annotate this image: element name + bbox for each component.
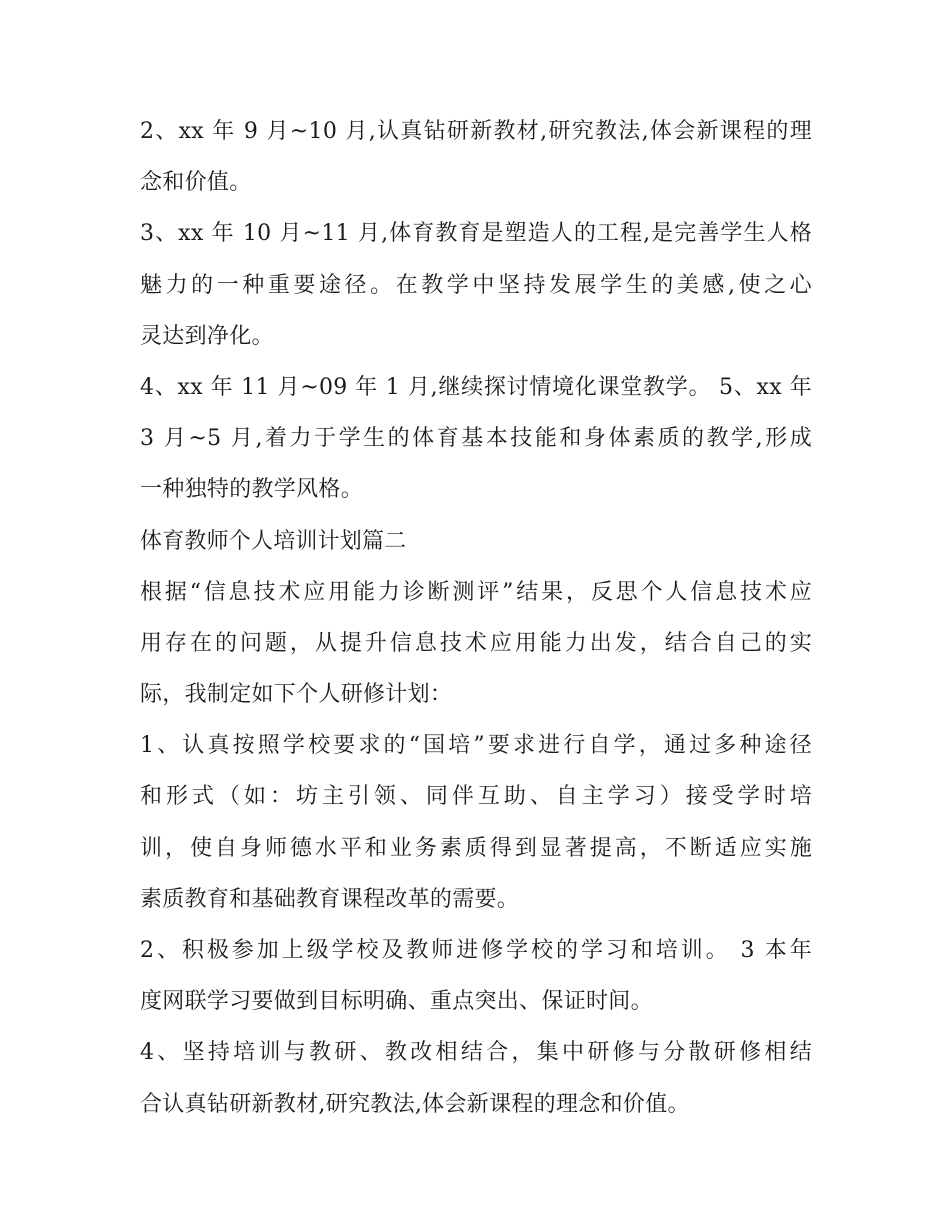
text-line-2: 念和价值。 [140,170,252,196]
text-line-12: 际，我制定如下个人研修计划： [140,682,453,708]
document-body [140,106,812,1130]
text-line-15: 训，使自身师德水平和业务素质得到显著提高，不断适应实施 [140,835,812,861]
text-line-18: 度网联学习要做到目标明确、重点突出、保证时间。 [140,989,653,1015]
text-line-1: 2、xx 年 9 月~10 月,认真钻研新教材,研究教法,体会新课程的理 [140,119,812,144]
text-line-4: 魅力的一种重要途径。在教学中坚持发展学生的美感,使之心 [140,272,812,298]
text-line-13: 1、认真按照学校要求的“国培”要求进行自学，通过多种途径 [140,733,812,759]
text-line-3: 3、xx 年 10 月~11 月,体育教育是塑造人的工程,是完善学生人格 [140,221,812,247]
text-line-10: 根据“信息技术应用能力诊断测评”结果，反思个人信息技术应 [140,579,812,605]
text-line-14: 和形式（如：坊主引领、同伴互助、自主学习）接受学时培 [140,784,812,810]
text-line-5: 灵达到净化。 [140,323,274,349]
text-line-16: 素质教育和基础教育课程改革的需要。 [140,886,520,912]
text-line-11: 用存在的问题，从提升信息技术应用能力出发，结合自己的实 [140,630,812,656]
text-line-20: 合认真钻研新教材,研究教法,体会新课程的理念和价值。 [140,1091,690,1117]
text-line-8: 一种独特的教学风格。 [140,477,364,503]
text-line-19: 4、坚持培训与教研、教改相结合，集中研修与分散研修相结 [140,1040,812,1066]
text-line-6: 4、xx 年 11 月~09 年 1 月,继续探讨情境化课堂教学。 5、xx 年 [140,374,812,400]
text-line-17: 2、积极参加上级学校及教师进修学校的学习和培训。 3 本年 [140,938,812,963]
text-line-7: 3 月~5 月,着力于学生的体育基本技能和身体素质的教学,形成 [140,426,812,452]
section-heading: 体育教师个人培训计划篇二 [140,528,407,554]
